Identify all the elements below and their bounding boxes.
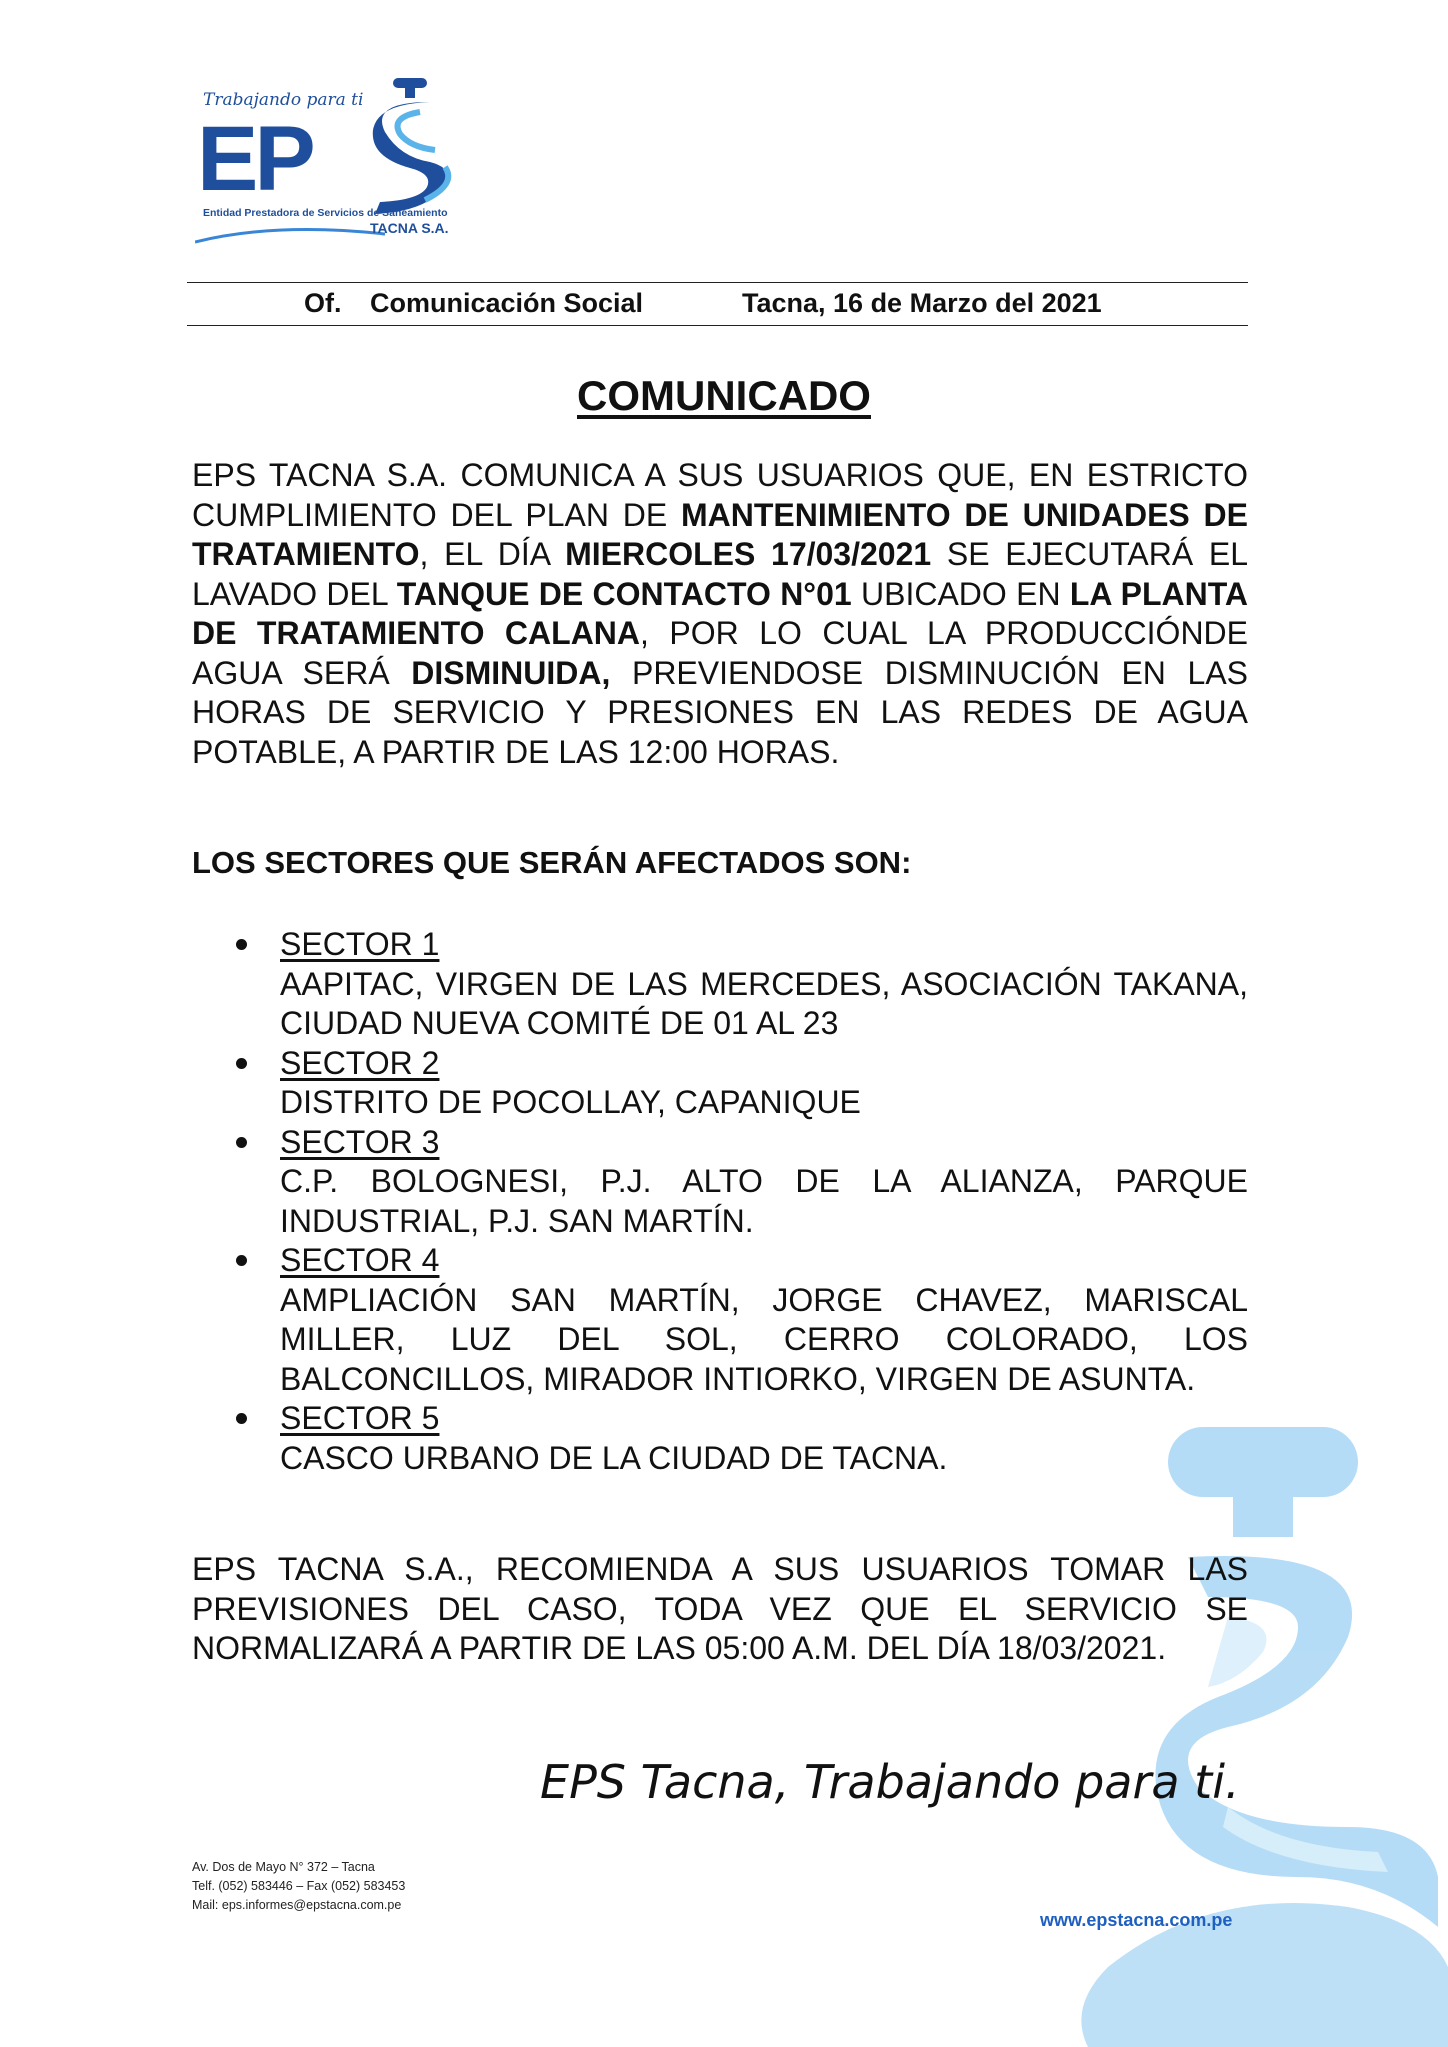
logo-subtitle: Entidad Prestadora de Servicios de Saneamiento: [203, 207, 448, 219]
bullet-icon: [236, 1058, 247, 1069]
bullet-icon: [236, 1413, 247, 1424]
list-item: [232, 1399, 1248, 1478]
sectors-heading: LOS SECTORES QUE SERÁN AFECTADOS SON:: [192, 845, 912, 880]
list-item: [232, 925, 1248, 1044]
list-item: [232, 1241, 1248, 1399]
sectors-list: [232, 925, 1248, 1478]
announcement-paragraph: [192, 456, 1248, 772]
announcement-text: , POR LO CUAL LA PRODUCCIÓNDE AGUA SERÁ: [192, 615, 1249, 691]
announcement-text: EPS TACNA S.A. COMUNICA A SUS USUARIOS QUE, EN ESTRICTO CUMPLIMIENTO DEL PLAN DE: [192, 457, 1248, 533]
header-bottom-rule: [187, 325, 1248, 326]
recommendation-paragraph: EPS TACNA S.A., RECOMIENDA A SUS USUARIOS TOMAR LAS PREVISIONES DEL CASO, TODA VEZ QUE EL SERVICIO SE NORMALIZARÁ A PARTIR DE LAS 05:00 A.M. DEL DÍA 18/03/2021.: [192, 1551, 1248, 1666]
faucet-watermark-icon: [1048, 1407, 1448, 2047]
sector-areas: C.P. BOLOGNESI, P.J. ALTO DE LA ALIANZA, PARQUE INDUSTRIAL, P.J. SAN MARTÍN.: [280, 1163, 1248, 1239]
footer-address: Av. Dos de Mayo N° 372 – Tacna: [192, 1860, 375, 1874]
company-logo: [195, 72, 475, 247]
announcement-text: SE EJECUTARÁ EL LAVADO DEL: [192, 536, 1249, 612]
website-link[interactable]: www.epstacna.com.pe: [1040, 1910, 1233, 1930]
svg-text:EP: EP: [197, 108, 312, 210]
footer-contact: [192, 1858, 405, 1915]
sector-areas: AMPLIACIÓN SAN MARTÍN, JORGE CHAVEZ, MARISCAL MILLER, LUZ DEL SOL, CERRO COLORADO, LOS BALCONCILLOS, MIRADOR INTIORKO, VIRGEN DE ASUNTA.: [280, 1281, 1248, 1397]
header-top-rule: [187, 282, 1248, 283]
announcement-emphasis: MIERCOLES 17/03/2021: [565, 536, 932, 572]
footer-mail: Mail: eps.informes@epstacna.com.pe: [192, 1898, 402, 1912]
header-department: Comunicación Social: [370, 288, 644, 318]
announcement-text: PREVIENDOSE DISMINUCIÓN EN LAS HORAS DE SERVICIO Y PRESIONES EN LAS REDES DE AGUA POTABLE, A PARTIR DE LAS 12:00 HORAS.: [192, 654, 1248, 770]
sector-name: SECTOR 3: [280, 1123, 440, 1160]
document-title: COMUNICADO: [577, 372, 871, 419]
sector-areas: AAPITAC, VIRGEN DE LAS MERCEDES, ASOCIACIÓN TAKANA, CIUDAD NUEVA COMITÉ DE 01 AL 23: [280, 965, 1248, 1041]
sector-areas: DISTRITO DE POCOLLAY, CAPANIQUE: [280, 1084, 861, 1120]
logo-company: TACNA S.A.: [370, 220, 449, 236]
header-office: Of.: [304, 288, 342, 318]
slogan: EPS Tacna, Trabajando para ti.: [540, 1755, 1240, 1809]
announcement-text: UBICADO EN: [851, 575, 1070, 612]
bullet-icon: [236, 939, 247, 950]
sector-name: SECTOR 2: [280, 1044, 440, 1081]
footer-phone: Telf. (052) 583446 – Fax (052) 583453: [192, 1879, 406, 1893]
sector-name: SECTOR 5: [280, 1400, 440, 1436]
list-item: [232, 1123, 1248, 1242]
sector-name: SECTOR 1: [280, 926, 440, 962]
announcement-emphasis: DISMINUIDA,: [411, 654, 611, 691]
announcement-emphasis: LA PLANTA DE TRATAMIENTO CALANA: [192, 575, 1249, 651]
sector-name: SECTOR 4: [280, 1242, 440, 1278]
list-item: [232, 1044, 1248, 1123]
announcement-text: , EL DÍA: [419, 536, 566, 572]
announcement-emphasis: TANQUE DE CONTACTO N°01: [396, 575, 852, 612]
header-date: Tacna, 16 de Marzo del 2021: [742, 288, 1102, 318]
sector-areas: CASCO URBANO DE LA CIUDAD DE TACNA.: [280, 1439, 948, 1476]
logo-tagline: Trabajando para ti: [203, 90, 364, 110]
announcement-emphasis: MANTENIMIENTO DE UNIDADES DE TRATAMIENTO: [192, 496, 1248, 572]
bullet-icon: [236, 1255, 247, 1266]
bullet-icon: [236, 1137, 247, 1148]
